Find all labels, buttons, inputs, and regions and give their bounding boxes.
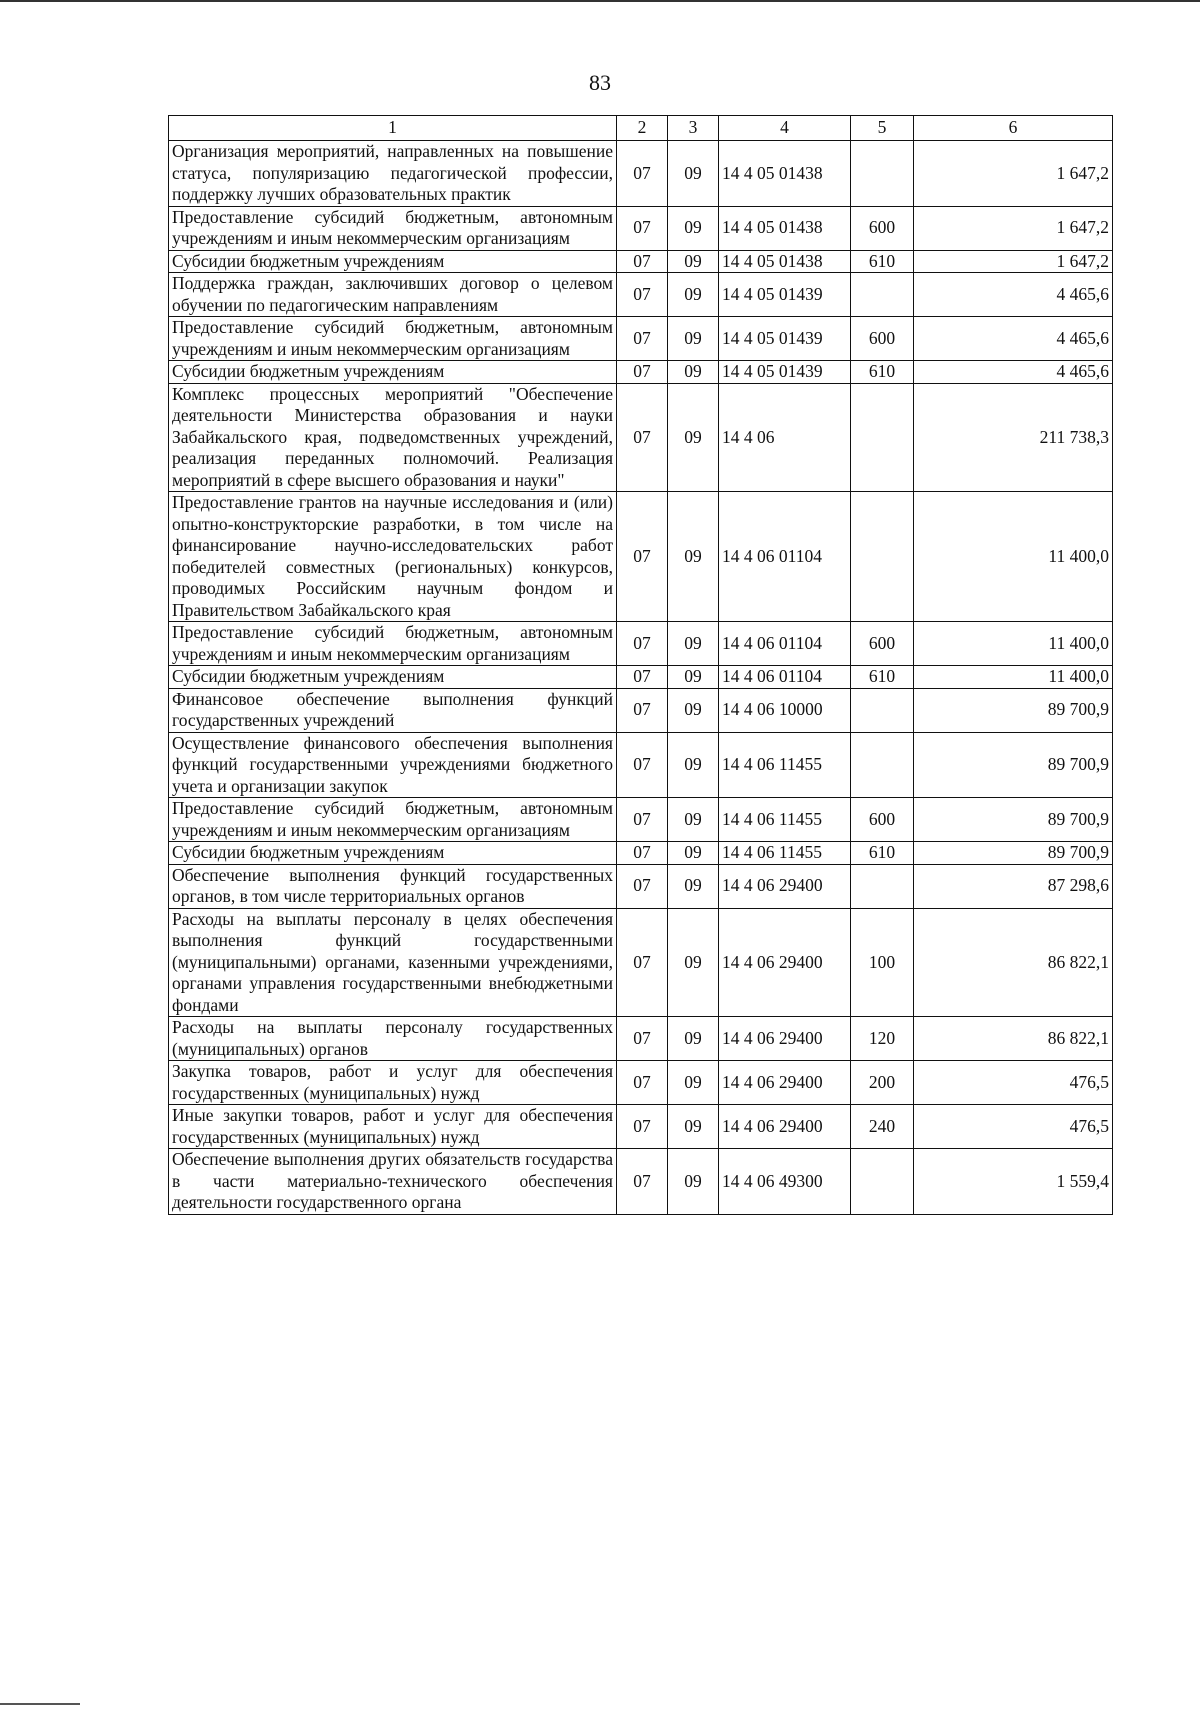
row-expense-type-code: 610 xyxy=(851,361,914,384)
row-description: Субсидии бюджетным учреждениям xyxy=(169,361,617,384)
row-expense-type-code xyxy=(851,273,914,317)
row-amount: 11 400,0 xyxy=(914,492,1113,622)
row-expense-type-code xyxy=(851,383,914,492)
row-expense-type-code: 200 xyxy=(851,1061,914,1105)
row-target-article-code: 14 4 05 01438 xyxy=(719,250,851,273)
row-amount: 1 647,2 xyxy=(914,250,1113,273)
row-description: Организация мероприятий, направленных на повышение статуса, популяризацию педагогической профессии, поддержку лучших образовательных практик xyxy=(169,141,617,207)
row-target-article-code: 14 4 05 01438 xyxy=(719,141,851,207)
table-row xyxy=(169,317,1113,361)
row-description: Обеспечение выполнения функций государственных органов, в том числе территориальных органов xyxy=(169,864,617,908)
row-section-code: 07 xyxy=(617,317,668,361)
scan-footer-mark xyxy=(0,1703,80,1705)
row-subsection-code: 09 xyxy=(668,361,719,384)
row-subsection-code: 09 xyxy=(668,317,719,361)
row-amount: 4 465,6 xyxy=(914,273,1113,317)
row-target-article-code: 14 4 05 01438 xyxy=(719,206,851,250)
row-subsection-code: 09 xyxy=(668,1017,719,1061)
row-expense-type-code xyxy=(851,141,914,207)
row-amount: 1 647,2 xyxy=(914,141,1113,207)
table-row xyxy=(169,383,1113,492)
row-subsection-code: 09 xyxy=(668,864,719,908)
row-description: Субсидии бюджетным учреждениям xyxy=(169,250,617,273)
row-target-article-code: 14 4 05 01439 xyxy=(719,273,851,317)
row-section-code: 07 xyxy=(617,688,668,732)
row-description: Поддержка граждан, заключивших договор о целевом обучении по педагогическим направлениям xyxy=(169,273,617,317)
row-subsection-code: 09 xyxy=(668,1149,719,1215)
table-row xyxy=(169,908,1113,1017)
row-expense-type-code: 610 xyxy=(851,842,914,865)
row-target-article-code: 14 4 06 11455 xyxy=(719,732,851,798)
row-section-code: 07 xyxy=(617,842,668,865)
row-expense-type-code: 610 xyxy=(851,666,914,689)
column-header-3: 3 xyxy=(668,116,719,141)
row-expense-type-code xyxy=(851,688,914,732)
scan-edge-line xyxy=(0,0,1200,2)
table-row xyxy=(169,798,1113,842)
table-row xyxy=(169,250,1113,273)
row-section-code: 07 xyxy=(617,622,668,666)
table-row xyxy=(169,206,1113,250)
table-row xyxy=(169,732,1113,798)
row-subsection-code: 09 xyxy=(668,492,719,622)
row-section-code: 07 xyxy=(617,383,668,492)
table-row xyxy=(169,273,1113,317)
row-amount: 86 822,1 xyxy=(914,1017,1113,1061)
row-target-article-code: 14 4 06 01104 xyxy=(719,492,851,622)
row-section-code: 07 xyxy=(617,206,668,250)
row-amount: 89 700,9 xyxy=(914,688,1113,732)
row-description: Субсидии бюджетным учреждениям xyxy=(169,666,617,689)
column-header-4: 4 xyxy=(719,116,851,141)
table-row xyxy=(169,141,1113,207)
row-section-code: 07 xyxy=(617,361,668,384)
row-expense-type-code: 240 xyxy=(851,1105,914,1149)
row-amount: 211 738,3 xyxy=(914,383,1113,492)
row-amount: 89 700,9 xyxy=(914,732,1113,798)
row-amount: 11 400,0 xyxy=(914,622,1113,666)
row-amount: 89 700,9 xyxy=(914,798,1113,842)
row-target-article-code: 14 4 05 01439 xyxy=(719,317,851,361)
row-description: Предоставление субсидий бюджетным, автономным учреждениям и иным некоммерческим организациям xyxy=(169,317,617,361)
row-amount: 87 298,6 xyxy=(914,864,1113,908)
row-amount: 1 647,2 xyxy=(914,206,1113,250)
row-description: Иные закупки товаров, работ и услуг для обеспечения государственных (муниципальных) нужд xyxy=(169,1105,617,1149)
row-target-article-code: 14 4 05 01439 xyxy=(719,361,851,384)
row-subsection-code: 09 xyxy=(668,383,719,492)
table-row xyxy=(169,1149,1113,1215)
row-description: Финансовое обеспечение выполнения функций государственных учреждений xyxy=(169,688,617,732)
row-subsection-code: 09 xyxy=(668,908,719,1017)
row-description: Расходы на выплаты персоналу государственных (муниципальных) органов xyxy=(169,1017,617,1061)
row-section-code: 07 xyxy=(617,492,668,622)
column-header-1: 1 xyxy=(169,116,617,141)
row-expense-type-code: 600 xyxy=(851,317,914,361)
row-amount: 11 400,0 xyxy=(914,666,1113,689)
row-expense-type-code: 600 xyxy=(851,206,914,250)
row-amount: 476,5 xyxy=(914,1061,1113,1105)
row-subsection-code: 09 xyxy=(668,688,719,732)
row-description: Предоставление субсидий бюджетным, автономным учреждениям и иным некоммерческим организациям xyxy=(169,622,617,666)
table-body xyxy=(169,141,1113,1215)
table-row xyxy=(169,688,1113,732)
row-target-article-code: 14 4 06 11455 xyxy=(719,798,851,842)
row-expense-type-code: 100 xyxy=(851,908,914,1017)
row-description: Расходы на выплаты персоналу в целях обеспечения выполнения функций государственными (муниципальными) органами, казенными учреждениями, органами управления государственными внебюджетными фондами xyxy=(169,908,617,1017)
row-subsection-code: 09 xyxy=(668,273,719,317)
column-header-5: 5 xyxy=(851,116,914,141)
row-target-article-code: 14 4 06 10000 xyxy=(719,688,851,732)
row-subsection-code: 09 xyxy=(668,666,719,689)
table-row xyxy=(169,492,1113,622)
row-amount: 476,5 xyxy=(914,1105,1113,1149)
row-section-code: 07 xyxy=(617,1105,668,1149)
row-subsection-code: 09 xyxy=(668,622,719,666)
row-section-code: 07 xyxy=(617,798,668,842)
row-expense-type-code xyxy=(851,864,914,908)
row-target-article-code: 14 4 06 01104 xyxy=(719,622,851,666)
row-description: Обеспечение выполнения других обязательств государства в части материально-технического обеспечения деятельности государственного органа xyxy=(169,1149,617,1215)
row-description: Предоставление грантов на научные исследования и (или) опытно-конструкторские разработки, в том числе на финансирование научно-исследовательских работ победителей совместных (региональных) конкурсов, проводимых Российским научным фондом и Правительством Забайкальского края xyxy=(169,492,617,622)
table-row xyxy=(169,361,1113,384)
row-expense-type-code: 610 xyxy=(851,250,914,273)
row-amount: 4 465,6 xyxy=(914,317,1113,361)
table-row xyxy=(169,842,1113,865)
table-row xyxy=(169,622,1113,666)
row-section-code: 07 xyxy=(617,141,668,207)
row-target-article-code: 14 4 06 01104 xyxy=(719,666,851,689)
row-description: Комплекс процессных мероприятий "Обеспечение деятельности Министерства образования и науки Забайкальского края, подведомственных учреждений, реализация переданных полномочий. Реализация мероприятий в сфере высшего образования и науки" xyxy=(169,383,617,492)
row-expense-type-code xyxy=(851,492,914,622)
row-description: Предоставление субсидий бюджетным, автономным учреждениям и иным некоммерческим организациям xyxy=(169,798,617,842)
row-expense-type-code xyxy=(851,732,914,798)
row-target-article-code: 14 4 06 29400 xyxy=(719,864,851,908)
row-expense-type-code: 600 xyxy=(851,622,914,666)
row-section-code: 07 xyxy=(617,1149,668,1215)
table-row xyxy=(169,1017,1113,1061)
budget-table xyxy=(168,115,1113,1215)
page-number: 83 xyxy=(589,70,611,95)
row-section-code: 07 xyxy=(617,666,668,689)
row-subsection-code: 09 xyxy=(668,798,719,842)
row-amount: 1 559,4 xyxy=(914,1149,1113,1215)
header-row xyxy=(169,116,1113,141)
row-amount: 89 700,9 xyxy=(914,842,1113,865)
row-section-code: 07 xyxy=(617,1061,668,1105)
row-target-article-code: 14 4 06 29400 xyxy=(719,1017,851,1061)
row-section-code: 07 xyxy=(617,1017,668,1061)
row-subsection-code: 09 xyxy=(668,250,719,273)
row-target-article-code: 14 4 06 xyxy=(719,383,851,492)
row-description: Осуществление финансового обеспечения выполнения функций государственными учреждениями бюджетного учета и организации закупок xyxy=(169,732,617,798)
row-description: Субсидии бюджетным учреждениям xyxy=(169,842,617,865)
table-row xyxy=(169,666,1113,689)
row-subsection-code: 09 xyxy=(668,842,719,865)
table-row xyxy=(169,1105,1113,1149)
column-header-6: 6 xyxy=(914,116,1113,141)
row-expense-type-code xyxy=(851,1149,914,1215)
row-subsection-code: 09 xyxy=(668,1061,719,1105)
row-target-article-code: 14 4 06 29400 xyxy=(719,1061,851,1105)
row-description: Закупка товаров, работ и услуг для обеспечения государственных (муниципальных) нужд xyxy=(169,1061,617,1105)
row-target-article-code: 14 4 06 29400 xyxy=(719,908,851,1017)
column-header-2: 2 xyxy=(617,116,668,141)
row-subsection-code: 09 xyxy=(668,1105,719,1149)
table-row xyxy=(169,1061,1113,1105)
row-section-code: 07 xyxy=(617,908,668,1017)
row-amount: 86 822,1 xyxy=(914,908,1113,1017)
row-section-code: 07 xyxy=(617,273,668,317)
row-section-code: 07 xyxy=(617,250,668,273)
row-subsection-code: 09 xyxy=(668,732,719,798)
row-expense-type-code: 120 xyxy=(851,1017,914,1061)
row-section-code: 07 xyxy=(617,732,668,798)
row-target-article-code: 14 4 06 11455 xyxy=(719,842,851,865)
table-row xyxy=(169,864,1113,908)
row-target-article-code: 14 4 06 29400 xyxy=(719,1105,851,1149)
row-amount: 4 465,6 xyxy=(914,361,1113,384)
row-subsection-code: 09 xyxy=(668,141,719,207)
row-target-article-code: 14 4 06 49300 xyxy=(719,1149,851,1215)
row-section-code: 07 xyxy=(617,864,668,908)
row-subsection-code: 09 xyxy=(668,206,719,250)
row-expense-type-code: 600 xyxy=(851,798,914,842)
row-description: Предоставление субсидий бюджетным, автономным учреждениям и иным некоммерческим организациям xyxy=(169,206,617,250)
